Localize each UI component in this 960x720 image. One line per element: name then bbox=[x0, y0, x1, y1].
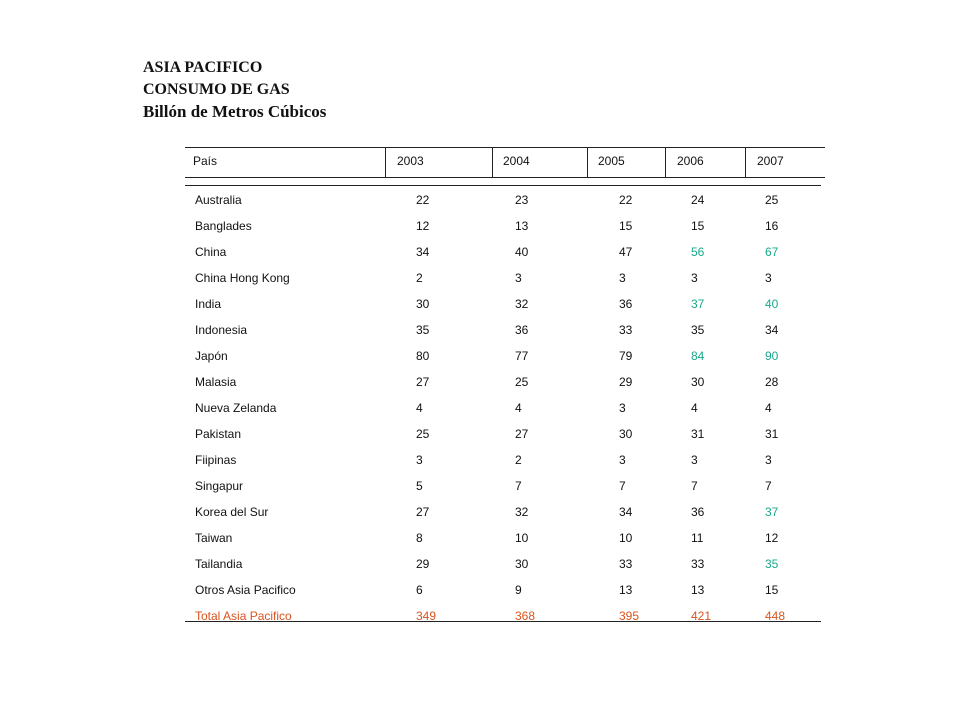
value-cell: 32 bbox=[515, 297, 529, 311]
value-cell: 4 bbox=[765, 401, 772, 415]
title-block bbox=[143, 57, 326, 123]
value-cell: 29 bbox=[619, 375, 633, 389]
value-cell: 27 bbox=[515, 427, 529, 441]
country-cell: China bbox=[195, 245, 227, 259]
country-cell: Taiwan bbox=[195, 531, 233, 545]
value-cell: 36 bbox=[691, 505, 705, 519]
value-cell: 33 bbox=[691, 557, 705, 571]
value-cell: 13 bbox=[691, 583, 705, 597]
header-country: País bbox=[193, 154, 218, 168]
value-cell: 79 bbox=[619, 349, 633, 363]
table-total-row bbox=[185, 609, 821, 629]
header-separator bbox=[745, 147, 746, 177]
header-separator bbox=[492, 147, 493, 177]
value-cell-highlight: 56 bbox=[691, 245, 705, 259]
table-row bbox=[185, 531, 821, 551]
value-cell: 6 bbox=[416, 583, 423, 597]
table-row bbox=[185, 479, 821, 499]
value-cell: 31 bbox=[765, 427, 779, 441]
header-year: 2005 bbox=[598, 154, 625, 168]
value-cell: 32 bbox=[515, 505, 529, 519]
header-separator bbox=[587, 147, 588, 177]
value-cell: 34 bbox=[416, 245, 430, 259]
value-cell: 4 bbox=[515, 401, 522, 415]
table-row bbox=[185, 219, 821, 239]
value-cell: 5 bbox=[416, 479, 423, 493]
value-cell-highlight: 84 bbox=[691, 349, 705, 363]
table-row bbox=[185, 375, 821, 395]
value-cell: 35 bbox=[691, 323, 705, 337]
table-row bbox=[185, 427, 821, 447]
value-cell: 11 bbox=[691, 531, 704, 545]
value-cell: 22 bbox=[416, 193, 430, 207]
value-cell-highlight: 37 bbox=[691, 297, 705, 311]
value-cell: 3 bbox=[765, 453, 772, 467]
country-cell: China Hong Kong bbox=[195, 271, 290, 285]
value-cell: 34 bbox=[765, 323, 779, 337]
value-cell: 36 bbox=[619, 297, 633, 311]
body-top-border bbox=[185, 185, 821, 186]
value-cell: 30 bbox=[515, 557, 529, 571]
table-row bbox=[185, 557, 821, 577]
country-cell: Australia bbox=[195, 193, 242, 207]
header-bottom-border bbox=[185, 177, 825, 178]
value-cell: 7 bbox=[691, 479, 698, 493]
total-value-cell: 421 bbox=[691, 609, 712, 623]
country-cell: Indonesia bbox=[195, 323, 248, 337]
value-cell: 30 bbox=[416, 297, 430, 311]
value-cell: 7 bbox=[515, 479, 522, 493]
value-cell: 40 bbox=[515, 245, 529, 259]
value-cell: 80 bbox=[416, 349, 430, 363]
value-cell-highlight: 37 bbox=[765, 505, 779, 519]
country-cell: Malasia bbox=[195, 375, 237, 389]
value-cell: 47 bbox=[619, 245, 633, 259]
value-cell: 2 bbox=[416, 271, 423, 285]
value-cell: 3 bbox=[765, 271, 772, 285]
value-cell: 3 bbox=[619, 271, 626, 285]
value-cell: 3 bbox=[515, 271, 522, 285]
value-cell: 13 bbox=[515, 219, 529, 233]
table-row bbox=[185, 323, 821, 343]
table-row bbox=[185, 245, 821, 265]
value-cell: 25 bbox=[765, 193, 779, 207]
value-cell: 15 bbox=[765, 583, 779, 597]
value-cell: 7 bbox=[619, 479, 626, 493]
value-cell: 24 bbox=[691, 193, 705, 207]
country-cell: India bbox=[195, 297, 222, 311]
value-cell: 27 bbox=[416, 505, 430, 519]
value-cell: 77 bbox=[515, 349, 529, 363]
header-separator bbox=[665, 147, 666, 177]
table-row bbox=[185, 453, 821, 473]
table-row bbox=[185, 193, 821, 213]
value-cell: 3 bbox=[691, 271, 698, 285]
value-cell: 3 bbox=[619, 453, 626, 467]
value-cell: 33 bbox=[619, 323, 633, 337]
value-cell: 9 bbox=[515, 583, 522, 597]
value-cell: 25 bbox=[515, 375, 529, 389]
value-cell: 10 bbox=[619, 531, 633, 545]
value-cell: 33 bbox=[619, 557, 633, 571]
table-row bbox=[185, 271, 821, 291]
value-cell: 16 bbox=[765, 219, 779, 233]
total-value-cell: 448 bbox=[765, 609, 786, 623]
value-cell: 4 bbox=[416, 401, 423, 415]
title-region: ASIA PACIFICO bbox=[143, 59, 263, 76]
value-cell: 35 bbox=[416, 323, 430, 337]
header-year: 2004 bbox=[503, 154, 530, 168]
value-cell: 15 bbox=[619, 219, 633, 233]
value-cell: 8 bbox=[416, 531, 423, 545]
header-top-border bbox=[185, 147, 825, 148]
country-cell: Pakistan bbox=[195, 427, 242, 441]
value-cell: 28 bbox=[765, 375, 779, 389]
total-value-cell: 368 bbox=[515, 609, 536, 623]
value-cell-highlight: 67 bbox=[765, 245, 779, 259]
value-cell: 29 bbox=[416, 557, 430, 571]
table-row bbox=[185, 401, 821, 421]
table-row bbox=[185, 583, 821, 603]
total-label-cell: Total Asia Pacifico bbox=[195, 609, 292, 623]
value-cell: 10 bbox=[515, 531, 529, 545]
value-cell-highlight: 40 bbox=[765, 297, 779, 311]
country-cell: Banglades bbox=[195, 219, 252, 233]
table-row bbox=[185, 505, 821, 525]
country-cell: Korea del Sur bbox=[195, 505, 269, 519]
header-separator bbox=[385, 147, 386, 177]
value-cell: 13 bbox=[619, 583, 633, 597]
value-cell: 12 bbox=[765, 531, 779, 545]
header-year: 2003 bbox=[397, 154, 424, 168]
value-cell: 3 bbox=[619, 401, 626, 415]
value-cell: 27 bbox=[416, 375, 430, 389]
title-subject: CONSUMO DE GAS bbox=[143, 81, 290, 98]
country-cell: Otros Asia Pacifico bbox=[195, 583, 296, 597]
value-cell: 31 bbox=[691, 427, 705, 441]
title-unit: Billón de Metros Cúbicos bbox=[143, 102, 327, 121]
value-cell: 23 bbox=[515, 193, 529, 207]
value-cell: 12 bbox=[416, 219, 430, 233]
total-value-cell: 349 bbox=[416, 609, 437, 623]
value-cell: 34 bbox=[619, 505, 633, 519]
value-cell: 22 bbox=[619, 193, 633, 207]
value-cell-highlight: 90 bbox=[765, 349, 779, 363]
value-cell: 30 bbox=[691, 375, 705, 389]
value-cell: 30 bbox=[619, 427, 633, 441]
table-row bbox=[185, 297, 821, 317]
value-cell: 15 bbox=[691, 219, 705, 233]
value-cell: 3 bbox=[691, 453, 698, 467]
value-cell: 4 bbox=[691, 401, 698, 415]
value-cell-highlight: 35 bbox=[765, 557, 779, 571]
country-cell: Singapur bbox=[195, 479, 244, 493]
value-cell: 2 bbox=[515, 453, 522, 467]
value-cell: 7 bbox=[765, 479, 772, 493]
table-row bbox=[185, 349, 821, 369]
country-cell: Fiipinas bbox=[195, 453, 237, 467]
value-cell: 25 bbox=[416, 427, 430, 441]
value-cell: 36 bbox=[515, 323, 529, 337]
country-cell: Tailandia bbox=[195, 557, 243, 571]
value-cell: 3 bbox=[416, 453, 423, 467]
header-year: 2007 bbox=[757, 154, 784, 168]
header-year: 2006 bbox=[677, 154, 704, 168]
total-value-cell: 395 bbox=[619, 609, 640, 623]
country-cell: Nueva Zelanda bbox=[195, 401, 277, 415]
country-cell: Japón bbox=[195, 349, 228, 363]
